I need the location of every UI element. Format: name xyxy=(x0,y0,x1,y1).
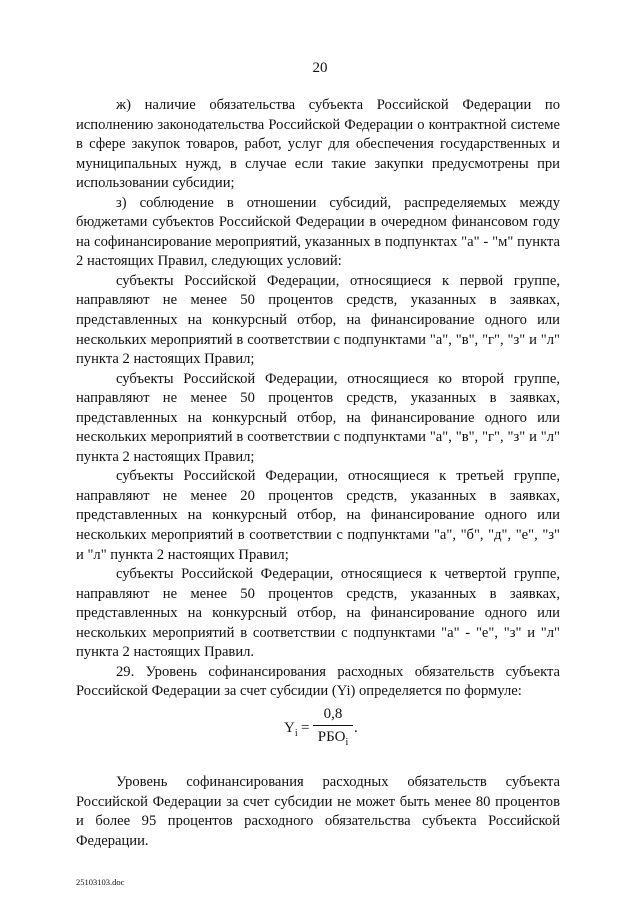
paragraph-group-2: субъекты Российской Федерации, относящиеся ко второй группе, направляют не менее 50 процентов средств, указанных в заявках, представленных на конкурсный отбор, на финансирование одного или нескольких мероприятий в соответствии с подпунктами "а", "в", "г", "з" и "л" пункта 2 настоящих Правил; xyxy=(76,370,560,465)
formula-end-punct: . xyxy=(354,720,358,736)
fraction-bar xyxy=(313,725,353,726)
formula-numerator: 0,8 xyxy=(323,706,343,722)
paragraph-group-4: субъекты Российской Федерации, относящиеся к четвертой группе, направляют не менее 50 процентов средств, указанных в заявках, представленных на конкурсный отбор, на финансирование одного или нескольких мероприятий в соответствии с подпунктами "а" - "е", "з" и "л" пункта 2 настоящих Правил. xyxy=(76,566,560,661)
paragraph-group-1: субъекты Российской Федерации, относящиеся к первой группе, направляют не менее 50 процентов средств, указанных в заявках, представленных на конкурсный отбор, на финансирование одного или нескольких мероприятий в соответствии с подпунктами "а", "в", "г", "з" и "л" пункта 2 настоящих Правил; xyxy=(76,272,560,368)
paragraph-zh: ж) наличие обязательства субъекта Российской Федерации по исполнению законодательства Российской Федерации о контрактной системе в сфере закупок товаров, работ, услуг для обеспечения государственных и муниципальных нужд, в случае если такие закупки предусмотрены при использовании субсидии; xyxy=(76,97,560,192)
document-body xyxy=(76,96,560,702)
paragraph-z: з) соблюдение в отношении субсидий, распределяемых между бюджетами субъектов Российской Федерации в очередном финансовом году на софинансирование мероприятий, указанных в подпунктах "а" - "м" пункта 2 настоящих Правил, следующих условий: xyxy=(76,194,560,270)
paragraph-29: 29. Уровень софинансирования расходных обязательств субъекта Российской Федерации за счет субсидии (Yi) определяется по формуле: xyxy=(76,663,560,700)
formula-denominator: $РБО_i$ xyxy=(317,729,349,748)
formula-equals: = xyxy=(301,720,310,736)
paragraph-group-3: субъекты Российской Федерации, относящиеся к третьей группе, направляют не менее 20 процентов средств, указанных в заявках, представленных на конкурсный отбор, на финансирование одного или нескольких мероприятий в соответствии с подпунктами "а", "б", "д", "е", "з" и "л" пункта 2 настоящих Правил; xyxy=(76,468,560,563)
page-number: 20 xyxy=(312,60,328,76)
paragraph-closing: Уровень софинансирования расходных обязательств субъекта Российской Федерации за счет субсидии не может быть менее 80 процентов и более 95 процентов расходного обязательства субъекта Российской Федерации. xyxy=(76,774,560,849)
formula-lhs: $Y_i$ xyxy=(284,720,298,739)
document-file-code: 25103103.doc xyxy=(76,877,125,887)
document-body-closing xyxy=(76,773,560,851)
formula xyxy=(0,704,640,754)
formula-fraction xyxy=(313,704,353,753)
